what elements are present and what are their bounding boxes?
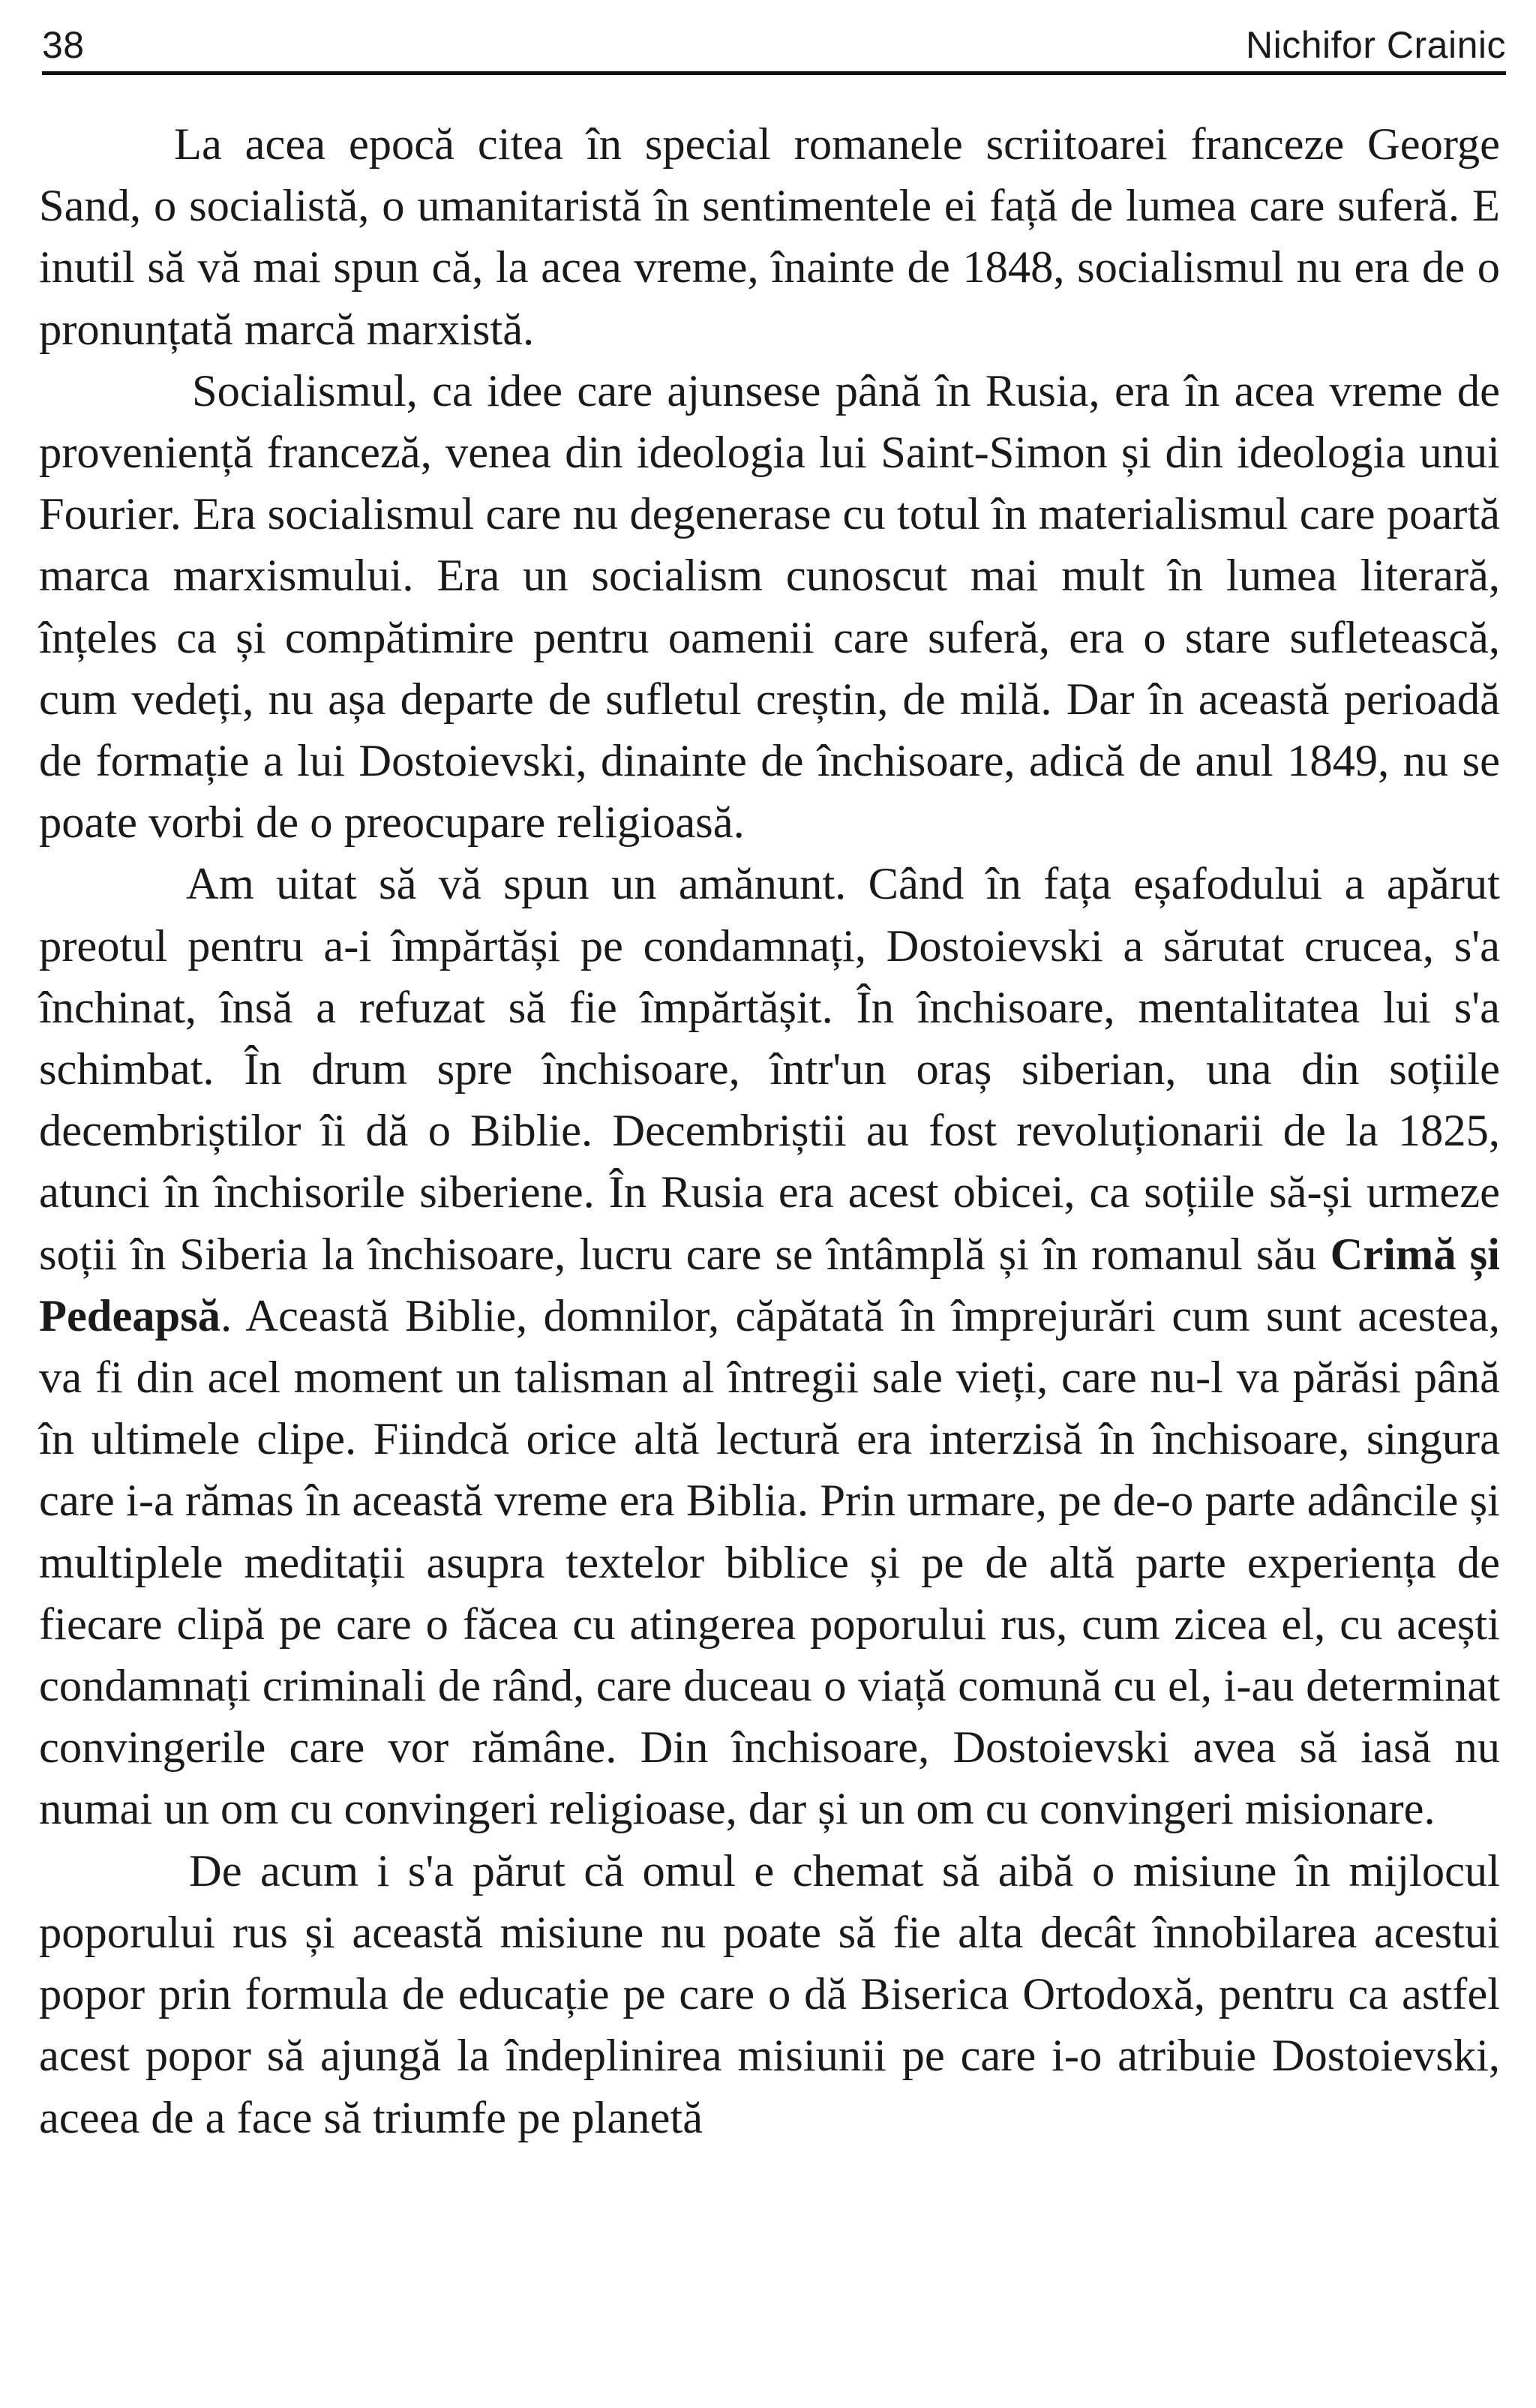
body-text bbox=[39, 114, 1500, 2149]
running-head-author: Nichifor Crainic bbox=[1246, 24, 1506, 66]
paragraph: Socialismul, ca idee care ajunsese până în Rusia, era în acea vreme de proveniență franceză, venea din ideologia lui Saint-Simon și din ideologia unui Fourier. Era socialismul care nu degenerase cu totul în materialismul care poartă marca marxismului. Era un socialism cunoscut mai mult în lumea literară, înțeles ca și compătimire pentru oamenii care suferă, era o stare sufletească, cum vedeți, nu așa departe de sufletul creștin, de milă. Dar în această perioadă de formație a lui Dostoievski, dinainte de închisoare, adică de anul 1849, nu se poate vorbi de o preocupare religioasă. bbox=[39, 365, 1500, 848]
paragraph-text: . Această Biblie, domnilor, căpătată în împrejurări cum sunt acestea, va fi din acel moment un talisman al întregii sale vieți, care nu-l va părăsi până în ultimele clipe. Fiindcă orice altă lectură era interzisă în închisoare, singura care i-a rămas în această vreme era Biblia. Prin urmare, pe de-o parte adâncile și multiplele meditații asupra textelor biblice și pe de altă parte experiența de fiecare clipă pe care o făcea cu atingerea poporului rus, cum zicea el, cu acești condamnați criminali de rând, care duceau o viață comună cu el, i-au determinat convingerile care vor rămâne. Din închisoare, Dostoievski avea să iasă nu numai un om cu convingeri religioase, dar și un om cu convingeri misionare. bbox=[39, 1290, 1500, 1835]
running-header bbox=[42, 17, 1506, 75]
paragraph: La acea epocă citea în special romanele scriitoarei franceze George Sand, o socialistă, o umanitaristă în sentimentele ei față de lumea care suferă. E inutil să vă mai spun că, la acea vreme, înainte de 1848, socialismul nu era de o pronunțată marcă marxistă. bbox=[39, 119, 1500, 355]
page-number: 38 bbox=[42, 24, 85, 66]
book-title-bold: Crimă și Pedeapsă bbox=[39, 1229, 1500, 1341]
paragraph-text: Am uitat să vă spun un amănunt. Când în fața eșafodului a apărut preotul pentru a-i împărtăși pe condamnați, Dostoievski a sărutat crucea, s'a închinat, însă a refuzat să fie împărtășit. În închisoare, mentalitatea lui s'a schimbat. În drum spre închisoare, într'un oraș siberian, una din soțiile decembriștilor îi dă o Biblie. Decembriștii au fost revoluționarii de la 1825, atunci în închisorile siberiene. În Rusia era acest obicei, ca soțiile să-și urmeze soții în Siberia la închisoare, lucru care se întâmplă și în romanul său bbox=[39, 859, 1500, 1280]
paragraph bbox=[39, 854, 1500, 1840]
paragraph: De acum i s'a părut că omul e chemat să aibă o misiune în mijlocul poporului rus și această misiune nu poate să fie alta decât înnobilarea acestui popor prin formula de educație pe care o dă Biserica Ortodoxă, pentru ca astfel acest popor să ajungă la îndeplinirea misiunii pe care i-o atribuie Dostoievski, aceea de a face să triumfe pe planetă bbox=[39, 1845, 1500, 2143]
